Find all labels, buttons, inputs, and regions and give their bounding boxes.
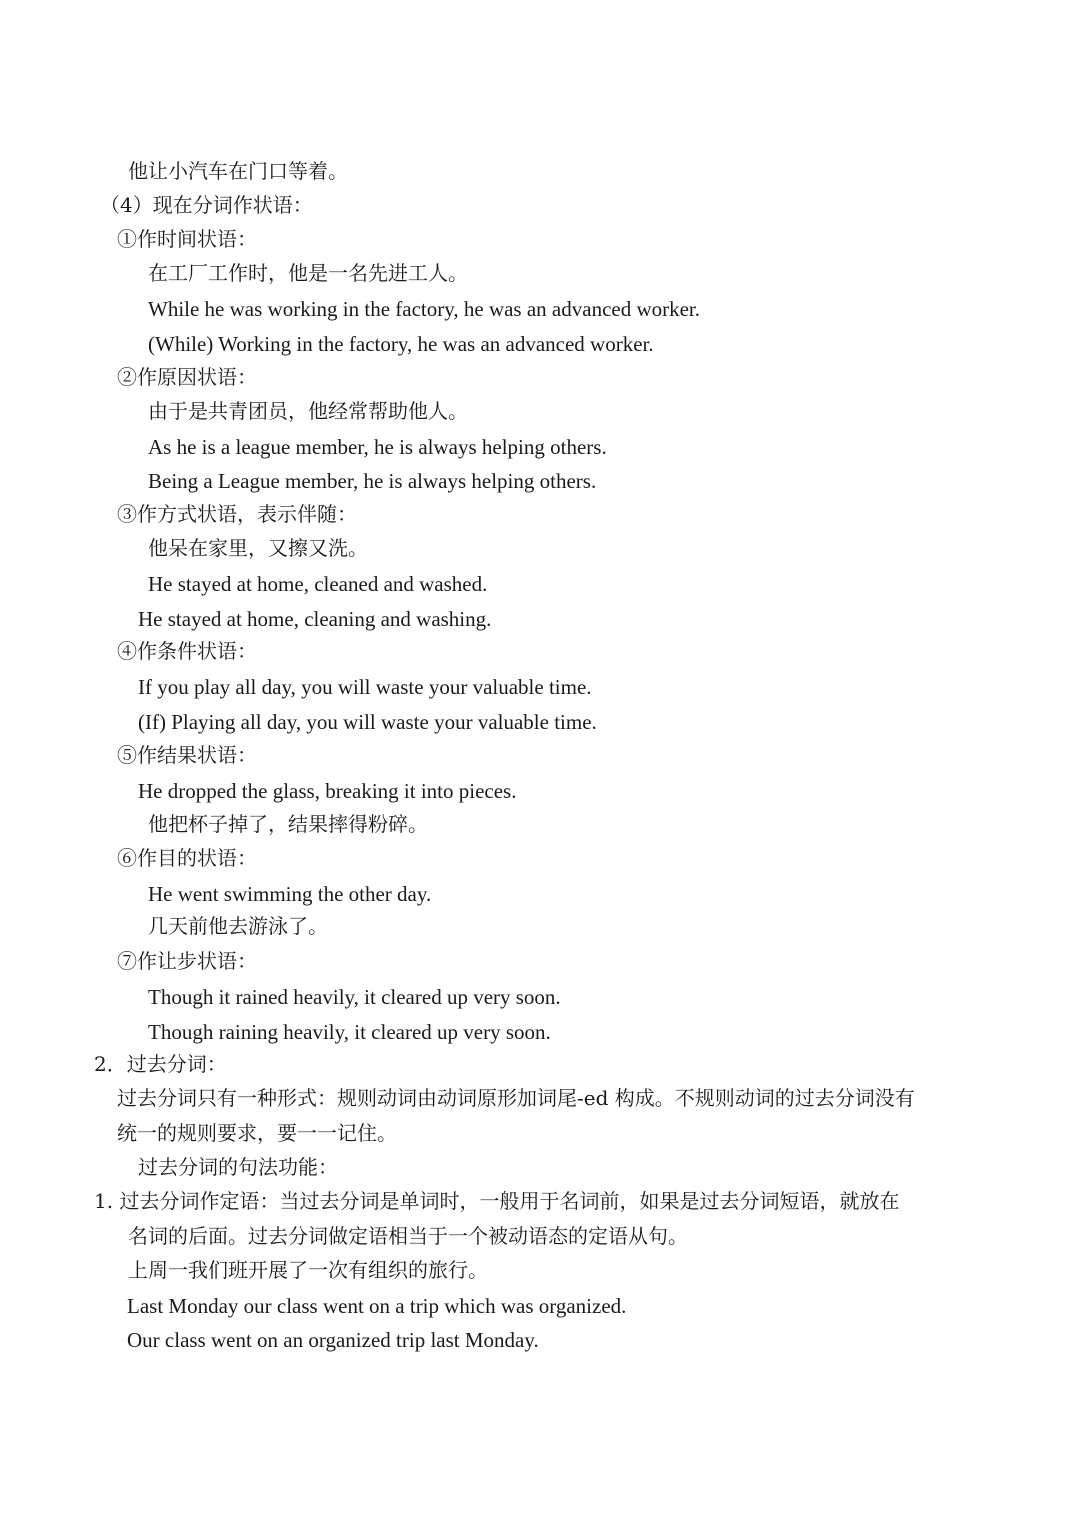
text-line: Though it rained heavily, it cleared up very soon. [148, 985, 561, 1009]
text-line: He stayed at home, cleaning and washing. [138, 607, 492, 631]
section-heading: （4）现在分词作状语： [100, 193, 313, 217]
text-line: 由于是共青团员，他经常帮助他人。 [148, 399, 468, 423]
text-line: 过去分词只有一种形式：规则动词由动词原形加词尾-ed 构成。不规则动词的过去分词没有 [117, 1086, 915, 1110]
text-line: 名词的后面。过去分词做定语相当于一个被动语态的定语从句。 [128, 1224, 688, 1248]
text-line: (While) Working in the factory, he was an advanced worker. [148, 332, 654, 356]
text-line: 几天前他去游泳了。 [148, 914, 328, 938]
text-line: He stayed at home, cleaned and washed. [148, 572, 488, 596]
text-line: (If) Playing all day, you will waste your valuable time. [138, 710, 597, 734]
text-line: 他呆在家里，又擦又洗。 [148, 536, 368, 560]
subheading: ①作时间状语： [117, 227, 257, 251]
text-line: Our class went on an organized trip last Monday. [127, 1328, 539, 1352]
text-line: 1. 过去分词作定语：当过去分词是单词时，一般用于名词前，如果是过去分词短语，就放在 [94, 1189, 900, 1213]
text-line: 统一的规则要求，要一一记住。 [117, 1121, 397, 1145]
text-line: He dropped the glass, breaking it into pieces. [138, 779, 517, 803]
text-line: 上周一我们班开展了一次有组织的旅行。 [128, 1258, 488, 1282]
text-line: He went swimming the other day. [148, 882, 432, 906]
text-line: 他让小汽车在门口等着。 [128, 159, 348, 183]
subheading: 过去分词的句法功能： [138, 1155, 338, 1179]
text-line: While he was working in the factory, he was an advanced worker. [148, 297, 701, 321]
subheading: ③作方式状语，表示伴随： [117, 502, 357, 526]
text-line: Though raining heavily, it cleared up very soon. [148, 1020, 551, 1044]
text-line: Last Monday our class went on a trip which was organized. [127, 1294, 627, 1318]
text-line: 在工厂工作时，他是一名先进工人。 [148, 261, 468, 285]
text-line: If you play all day, you will waste your valuable time. [138, 675, 592, 699]
subheading: ⑦作让步状语： [117, 949, 257, 973]
subheading: ⑤作结果状语： [117, 743, 257, 767]
text-line: As he is a league member, he is always helping others. [148, 435, 607, 459]
subheading: ②作原因状语： [117, 365, 257, 389]
subheading: ⑥作目的状语： [117, 846, 257, 870]
subheading: ④作条件状语： [117, 639, 257, 663]
text-line: Being a League member, he is always helping others. [148, 469, 597, 493]
text-line: 他把杯子掉了，结果摔得粉碎。 [148, 812, 428, 836]
section-heading: 2．过去分词： [94, 1052, 227, 1076]
